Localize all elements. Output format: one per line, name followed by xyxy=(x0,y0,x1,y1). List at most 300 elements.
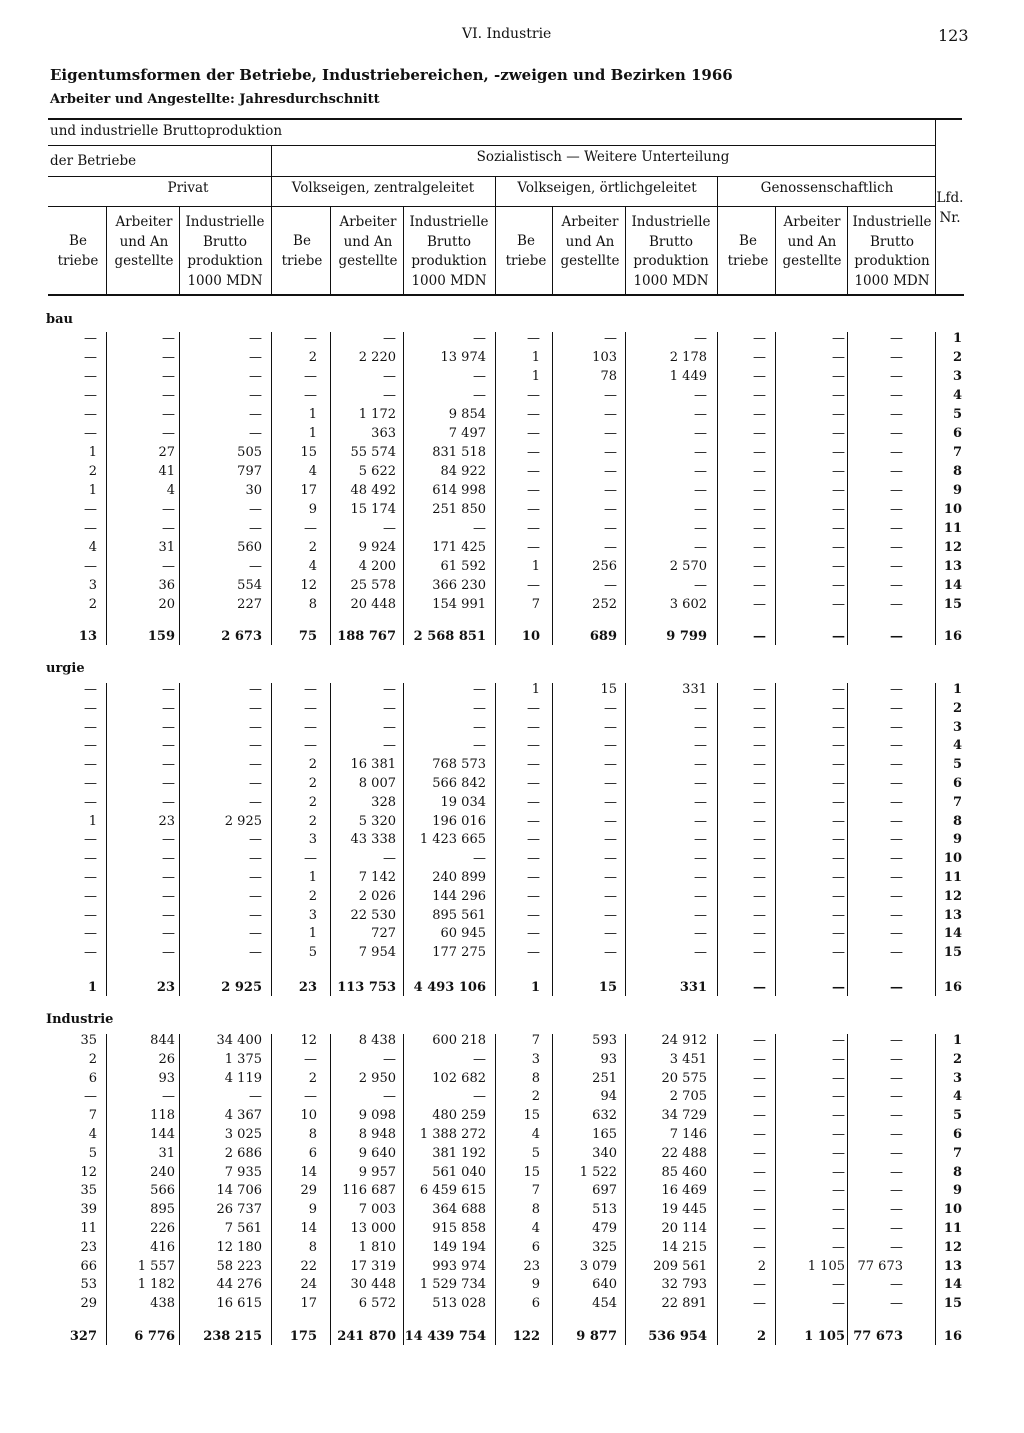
table-cell: — xyxy=(753,388,766,403)
table-cell: — xyxy=(304,369,317,384)
table-cell: 7 xyxy=(531,1033,540,1048)
rule-1 xyxy=(48,145,936,146)
table-cell: — xyxy=(383,521,396,536)
table-cell: — xyxy=(162,870,175,885)
table-cell: 17 xyxy=(300,1296,317,1312)
table-cell: 1 105 xyxy=(807,1258,845,1274)
table-cell: — xyxy=(890,870,903,885)
table-cell: — xyxy=(753,483,766,498)
table-cell: — xyxy=(832,980,845,995)
col-arbeiter-4: Arbeiter und An gestellte xyxy=(782,214,842,269)
table-cell: 11 xyxy=(80,1221,97,1236)
row-number: 4 xyxy=(952,738,962,754)
table-cell: — xyxy=(84,502,97,517)
table-cell: 7 935 xyxy=(224,1164,262,1180)
table-cell: — xyxy=(890,1089,903,1105)
table-cell: 1 xyxy=(531,682,540,697)
table-cell: 8 948 xyxy=(358,1127,396,1142)
table-cell: 9 924 xyxy=(358,540,396,555)
table-cell: 2 xyxy=(308,540,317,555)
table-cell: 22 488 xyxy=(661,1145,707,1161)
table-cell: 6 xyxy=(531,1296,540,1312)
rule-header-bottom xyxy=(48,294,964,296)
row-number: 14 xyxy=(943,1277,962,1293)
col-betriebe-4: Be triebe xyxy=(727,233,769,269)
table-cell: 24 xyxy=(300,1277,317,1293)
table-cell: — xyxy=(162,926,175,942)
table-cell: — xyxy=(832,445,845,460)
table-cell: — xyxy=(753,794,766,810)
table-cell: — xyxy=(473,682,486,697)
vline-h-k xyxy=(847,206,848,294)
table-cell: — xyxy=(832,369,845,384)
table-cell: — xyxy=(832,629,845,644)
column-rule xyxy=(495,332,496,645)
table-cell: — xyxy=(527,926,540,942)
table-cell: — xyxy=(527,388,540,403)
table-cell: 48 492 xyxy=(350,483,396,498)
table-cell: 61 592 xyxy=(440,559,486,574)
table-cell: 8 438 xyxy=(358,1033,396,1048)
table-cell: — xyxy=(753,945,766,961)
table-cell: — xyxy=(890,1221,903,1236)
table-cell: — xyxy=(753,870,766,885)
table-cell: 416 xyxy=(150,1239,175,1255)
table-cell: — xyxy=(694,407,707,422)
table-cell: — xyxy=(832,1277,845,1293)
table-cell: — xyxy=(383,700,396,716)
table-cell: — xyxy=(527,578,540,593)
table-cell: — xyxy=(249,502,262,517)
table-cell: — xyxy=(832,738,845,754)
table-cell: — xyxy=(383,682,396,697)
table-cell: 102 682 xyxy=(432,1070,486,1086)
table-cell: 20 448 xyxy=(350,597,396,612)
table-cell: 6 572 xyxy=(358,1296,396,1312)
table-cell: 35 xyxy=(80,1033,97,1048)
table-cell: 364 688 xyxy=(432,1202,486,1218)
column-rule xyxy=(717,1034,718,1345)
table-cell: — xyxy=(604,870,617,885)
table-cell: — xyxy=(527,331,540,346)
table-cell: — xyxy=(249,794,262,810)
table-cell: — xyxy=(527,700,540,716)
table-cell: 240 899 xyxy=(432,870,486,885)
table-cell: — xyxy=(832,1164,845,1180)
table-cell: — xyxy=(249,407,262,422)
table-cell: 1 810 xyxy=(358,1239,396,1255)
table-cell: — xyxy=(832,1051,845,1067)
table-cell: 2 xyxy=(88,1051,97,1067)
table-cell: — xyxy=(84,521,97,536)
column-rule xyxy=(403,1034,404,1345)
column-rule xyxy=(179,683,180,996)
table-cell: 8 xyxy=(531,1070,540,1086)
table-cell: 8 xyxy=(308,597,317,612)
row-number: 11 xyxy=(943,521,962,536)
table-cell: 993 974 xyxy=(432,1258,486,1274)
table-cell: — xyxy=(383,369,396,384)
column-rule xyxy=(403,683,404,996)
table-cell: — xyxy=(527,888,540,904)
vline-h-d xyxy=(330,206,331,294)
row-number: 5 xyxy=(952,1108,962,1124)
table-cell: — xyxy=(473,700,486,716)
table-cell: — xyxy=(604,502,617,517)
table-cell: — xyxy=(832,1221,845,1236)
column-rule xyxy=(717,332,718,645)
row-number: 11 xyxy=(943,870,962,885)
table-cell: 4 493 106 xyxy=(413,980,486,995)
table-cell: 5 xyxy=(531,1145,540,1161)
table-cell: — xyxy=(84,851,97,867)
table-cell: 844 xyxy=(150,1033,175,1048)
table-cell: 15 xyxy=(600,682,617,697)
table-cell: 7 xyxy=(88,1108,97,1124)
table-cell: — xyxy=(84,350,97,365)
table-cell: 331 xyxy=(679,980,707,995)
table-cell: 256 xyxy=(592,559,617,574)
table-cell: 505 xyxy=(237,445,262,460)
table-cell: 1 449 xyxy=(669,369,707,384)
table-cell: — xyxy=(162,757,175,773)
row-number: 15 xyxy=(943,597,962,612)
rule-top xyxy=(48,118,962,120)
table-cell: 768 573 xyxy=(432,757,486,773)
table-cell: — xyxy=(832,388,845,403)
table-cell: — xyxy=(753,464,766,479)
row-number: 13 xyxy=(943,1258,962,1274)
table-cell: — xyxy=(890,629,903,644)
table-cell: 3 xyxy=(308,907,317,923)
table-title: Eigentumsformen der Betriebe, Industriebereichen, -zweigen und Bezirken 1966 xyxy=(50,66,733,84)
table-cell: — xyxy=(527,540,540,555)
table-cell: 9 xyxy=(308,1202,317,1218)
row-number: 6 xyxy=(952,776,962,791)
table-cell: — xyxy=(753,502,766,517)
column-rule xyxy=(179,1034,180,1345)
table-cell: — xyxy=(890,926,903,942)
table-cell: — xyxy=(473,369,486,384)
table-cell: — xyxy=(527,738,540,754)
table-cell: — xyxy=(890,597,903,612)
table-cell: 1 xyxy=(87,980,97,995)
table-cell: — xyxy=(753,1202,766,1218)
table-cell: — xyxy=(890,540,903,555)
table-cell: 9 877 xyxy=(576,1329,617,1344)
table-cell: 15 xyxy=(523,1164,540,1180)
table-cell: — xyxy=(753,445,766,460)
table-cell: — xyxy=(249,776,262,791)
table-cell: — xyxy=(304,851,317,867)
table-cell: 251 850 xyxy=(432,502,486,517)
table-cell: — xyxy=(832,578,845,593)
table-cell: — xyxy=(694,757,707,773)
table-cell: 30 xyxy=(245,483,262,498)
table-cell: 5 xyxy=(308,945,317,961)
table-cell: — xyxy=(473,521,486,536)
col-betriebe-3: Be triebe xyxy=(505,233,547,269)
table-cell: 327 xyxy=(69,1329,97,1344)
table-cell: — xyxy=(890,945,903,961)
col-arbeiter-2: Arbeiter und An gestellte xyxy=(338,214,398,269)
table-cell: 26 xyxy=(158,1051,175,1067)
table-cell: — xyxy=(753,1221,766,1236)
table-cell: — xyxy=(304,1089,317,1105)
table-cell: 554 xyxy=(237,578,262,593)
column-rule xyxy=(847,683,848,996)
table-cell: — xyxy=(832,1070,845,1086)
table-cell: — xyxy=(162,851,175,867)
table-cell: 8 007 xyxy=(358,776,396,791)
column-rule xyxy=(625,332,626,645)
table-cell: 560 xyxy=(237,540,262,555)
table-cell: — xyxy=(84,907,97,923)
table-cell: — xyxy=(753,813,766,829)
table-cell: — xyxy=(694,445,707,460)
table-cell: — xyxy=(753,832,766,848)
table-cell: 177 275 xyxy=(432,945,486,961)
vline-h-j xyxy=(775,206,776,294)
table-cell: — xyxy=(304,331,317,346)
table-cell: 328 xyxy=(371,794,396,810)
table-cell: 19 445 xyxy=(661,1202,707,1218)
row-number: 7 xyxy=(952,794,962,810)
table-cell: — xyxy=(890,1183,903,1199)
table-cell: — xyxy=(694,832,707,848)
column-rule xyxy=(106,1034,107,1345)
col-brutto-1: Industrielle Brutto produktion 1000 MDN xyxy=(185,214,265,289)
table-cell: — xyxy=(383,719,396,735)
table-cell: 2 xyxy=(757,1258,766,1274)
table-cell: — xyxy=(753,1296,766,1312)
table-cell: 2 xyxy=(308,888,317,904)
table-cell: — xyxy=(604,331,617,346)
table-cell: 915 858 xyxy=(432,1221,486,1236)
table-cell: — xyxy=(890,426,903,441)
table-cell: 9 098 xyxy=(358,1108,396,1124)
row-number: 2 xyxy=(952,700,962,716)
table-cell: 689 xyxy=(589,629,617,644)
table-cell: — xyxy=(832,464,845,479)
table-cell: — xyxy=(890,1051,903,1067)
table-cell: 3 079 xyxy=(579,1258,617,1274)
table-cell: 9 xyxy=(531,1277,540,1293)
table-cell: — xyxy=(604,738,617,754)
table-cell: 2 568 851 xyxy=(413,629,486,644)
table-cell: — xyxy=(473,738,486,754)
table-cell: — xyxy=(890,700,903,716)
table-cell: 4 xyxy=(88,540,97,555)
table-cell: 1 xyxy=(530,980,540,995)
row-number: 15 xyxy=(943,1296,962,1312)
table-cell: 2 570 xyxy=(669,559,707,574)
table-cell: 226 xyxy=(150,1221,175,1236)
table-cell: 23 xyxy=(158,813,175,829)
table-cell: 2 925 xyxy=(221,980,262,995)
table-cell: — xyxy=(527,483,540,498)
table-cell: — xyxy=(527,776,540,791)
table-cell: 16 381 xyxy=(350,757,396,773)
table-cell: — xyxy=(694,578,707,593)
table-cell: — xyxy=(84,870,97,885)
table-cell: — xyxy=(604,926,617,942)
row-number: 9 xyxy=(952,1183,962,1199)
row-number: 12 xyxy=(943,1239,962,1255)
row-number: 7 xyxy=(952,445,962,460)
table-cell: — xyxy=(249,700,262,716)
table-cell: — xyxy=(694,540,707,555)
table-cell: 366 230 xyxy=(432,578,486,593)
table-cell: — xyxy=(604,776,617,791)
table-cell: 13 xyxy=(78,629,97,644)
table-cell: 20 xyxy=(158,597,175,612)
table-cell: 13 000 xyxy=(350,1221,396,1236)
table-cell: 2 220 xyxy=(358,350,396,365)
table-cell: 8 xyxy=(531,1202,540,1218)
table-cell: 513 xyxy=(592,1202,617,1218)
row-number: 12 xyxy=(943,888,962,904)
table-cell: — xyxy=(527,907,540,923)
table-cell: 25 578 xyxy=(350,578,396,593)
table-cell: — xyxy=(832,776,845,791)
table-cell: — xyxy=(304,738,317,754)
column-rule xyxy=(271,332,272,645)
table-cell: 479 xyxy=(592,1221,617,1236)
table-cell: — xyxy=(527,445,540,460)
table-cell: 41 xyxy=(158,464,175,479)
table-cell: — xyxy=(832,540,845,555)
table-cell: — xyxy=(84,682,97,697)
table-cell: — xyxy=(753,1070,766,1086)
table-cell: — xyxy=(753,738,766,754)
table-cell: 93 xyxy=(158,1070,175,1086)
table-cell: 381 192 xyxy=(432,1145,486,1161)
table-cell: — xyxy=(753,851,766,867)
table-cell: 3 xyxy=(88,578,97,593)
table-cell: — xyxy=(527,719,540,735)
table-cell: — xyxy=(832,1033,845,1048)
table-cell: — xyxy=(249,719,262,735)
table-cell: — xyxy=(753,369,766,384)
table-cell: 9 799 xyxy=(666,629,707,644)
section-label: urgie xyxy=(46,661,85,676)
table-cell: 2 xyxy=(308,350,317,365)
table-cell: 24 912 xyxy=(661,1033,707,1048)
table-cell: 171 425 xyxy=(432,540,486,555)
table-cell: — xyxy=(84,719,97,735)
table-cell: — xyxy=(84,331,97,346)
table-cell: — xyxy=(832,483,845,498)
table-cell: 12 180 xyxy=(216,1239,262,1255)
table-cell: 1 172 xyxy=(358,407,396,422)
table-cell: — xyxy=(162,1089,175,1105)
table-cell: 2 xyxy=(308,757,317,773)
table-cell: — xyxy=(604,757,617,773)
table-cell: 6 xyxy=(88,1070,97,1086)
table-cell: — xyxy=(753,1145,766,1161)
table-cell: — xyxy=(890,1070,903,1086)
table-cell: — xyxy=(604,407,617,422)
table-cell: — xyxy=(604,832,617,848)
table-cell: 22 xyxy=(300,1258,317,1274)
table-cell: — xyxy=(694,331,707,346)
table-cell: — xyxy=(249,870,262,885)
table-cell: 7 142 xyxy=(358,870,396,885)
table-cell: — xyxy=(890,559,903,574)
table-cell: — xyxy=(162,888,175,904)
table-cell: 4 367 xyxy=(224,1108,262,1124)
table-cell: 1 105 xyxy=(804,1329,845,1344)
vline-h-l xyxy=(935,120,936,294)
table-cell: — xyxy=(694,483,707,498)
table-cell: 12 xyxy=(300,578,317,593)
table-cell: 1 xyxy=(531,369,540,384)
table-cell: 2 673 xyxy=(221,629,262,644)
table-cell: 154 991 xyxy=(432,597,486,612)
table-cell: — xyxy=(604,521,617,536)
table-cell: — xyxy=(694,888,707,904)
table-cell: — xyxy=(84,369,97,384)
table-cell: — xyxy=(249,738,262,754)
table-cell: — xyxy=(890,502,903,517)
table-cell: — xyxy=(890,980,903,995)
table-cell: — xyxy=(753,407,766,422)
table-cell: — xyxy=(604,700,617,716)
col-brutto-4: Industrielle Brutto produktion 1000 MDN xyxy=(852,214,932,289)
table-cell: 2 026 xyxy=(358,888,396,904)
column-rule xyxy=(106,332,107,645)
table-cell: 2 178 xyxy=(669,350,707,365)
table-cell: 7 497 xyxy=(448,426,486,441)
col-brutto-3: Industrielle Brutto produktion 1000 MDN xyxy=(631,214,711,289)
table-cell: — xyxy=(162,521,175,536)
row-number: 8 xyxy=(952,1164,962,1180)
table-cell: 4 xyxy=(308,464,317,479)
table-cell: 227 xyxy=(237,597,262,612)
vline-h-e xyxy=(403,206,404,294)
table-cell: — xyxy=(249,945,262,961)
table-cell: — xyxy=(890,483,903,498)
table-cell: 13 974 xyxy=(440,350,486,365)
table-cell: — xyxy=(162,832,175,848)
table-cell: 77 673 xyxy=(853,1329,903,1344)
table-cell: — xyxy=(753,1051,766,1067)
table-cell: 14 xyxy=(300,1221,317,1236)
table-subtitle: Arbeiter und Angestellte: Jahresdurchschnitt xyxy=(50,92,380,107)
table-cell: 438 xyxy=(150,1296,175,1312)
table-cell: — xyxy=(832,559,845,574)
table-cell: 1 557 xyxy=(137,1258,175,1274)
table-cell: — xyxy=(527,407,540,422)
table-cell: 1 182 xyxy=(137,1277,175,1293)
table-cell: — xyxy=(832,1239,845,1255)
table-cell: 566 842 xyxy=(432,776,486,791)
table-cell: — xyxy=(753,1277,766,1293)
table-cell: — xyxy=(527,426,540,441)
row-number: 3 xyxy=(952,369,962,384)
table-cell: — xyxy=(473,1051,486,1067)
header-genossenschaftlich: Genossenschaftlich xyxy=(760,180,894,196)
row-number: 6 xyxy=(952,426,962,441)
table-cell: — xyxy=(832,888,845,904)
table-cell: — xyxy=(890,521,903,536)
table-cell: 6 776 xyxy=(134,1329,175,1344)
header-privat: Privat xyxy=(167,180,209,196)
table-cell: 4 xyxy=(308,559,317,574)
row-number: 3 xyxy=(952,719,962,735)
table-cell: 2 686 xyxy=(224,1145,262,1161)
